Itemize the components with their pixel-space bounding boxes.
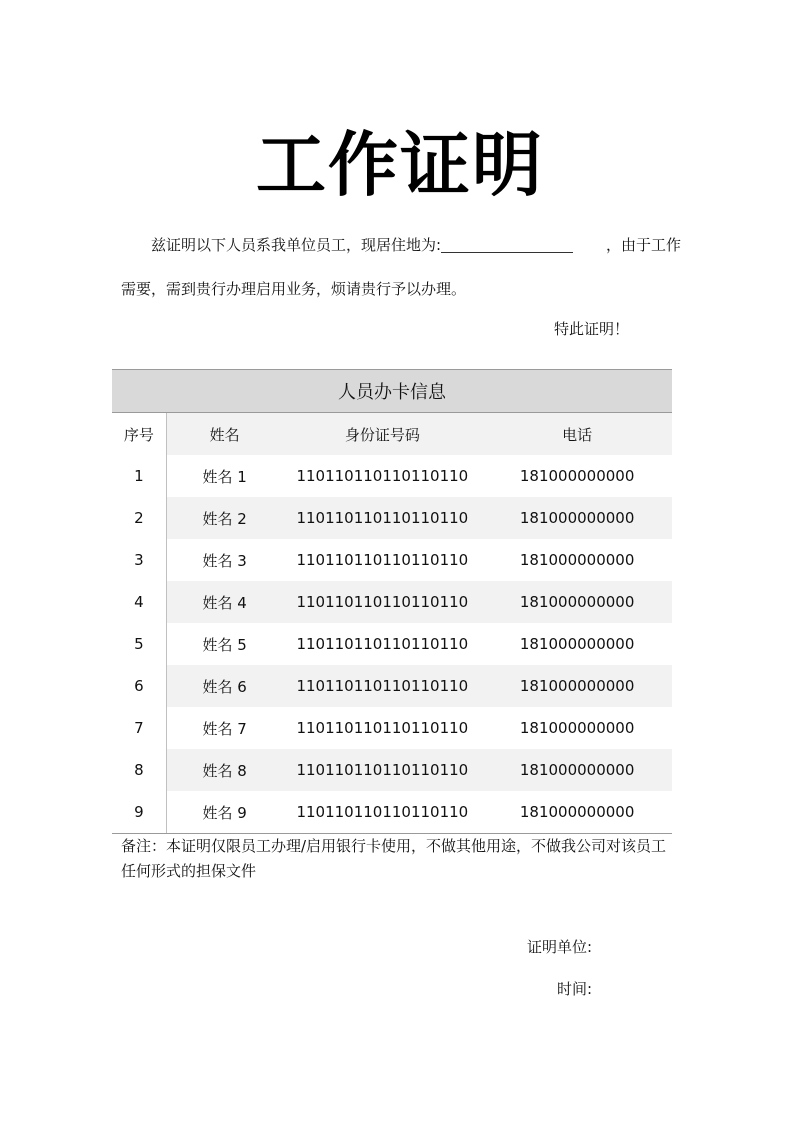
cell-phone: 181000000000	[482, 749, 672, 791]
address-blank-line	[441, 236, 573, 253]
header-phone: 电话	[482, 413, 672, 456]
header-id-number: 身份证号码	[282, 413, 482, 456]
cell-name: 姓名 4	[166, 581, 282, 623]
cell-phone: 181000000000	[519, 551, 635, 569]
table-row	[112, 497, 672, 539]
cell-phone: 181000000000	[519, 635, 635, 653]
footnote: 备注：本证明仅限员工办理/启用银行卡使用，不做其他用途，不做我公司对该员工任何形式的担保文件	[121, 837, 667, 880]
card-info-table	[112, 369, 672, 834]
cell-id-number: 110110110110110110	[296, 467, 469, 485]
table-row	[112, 707, 672, 749]
cell-index: 7	[112, 707, 166, 749]
header-index: 序号	[112, 413, 166, 456]
table-caption: 人员办卡信息	[112, 370, 672, 413]
cell-index: 1	[112, 455, 166, 497]
paragraph-1-suffix: ，由于工作	[605, 236, 681, 254]
cell-id-number: 110110110110110110	[282, 749, 482, 791]
cell-name: 姓名 1	[202, 467, 247, 486]
cell-index: 3	[112, 539, 166, 581]
cell-phone: 181000000000	[482, 581, 672, 623]
cell-index: 8	[112, 749, 166, 791]
certificate-paragraph-2: 需要，需到贵行办理启用业务，烦请贵行予以办理。	[121, 280, 467, 298]
table-row	[112, 791, 672, 834]
cell-phone: 181000000000	[519, 467, 635, 485]
table-row	[112, 623, 672, 665]
certifying-unit-label: 证明单位:	[526, 938, 592, 956]
cell-index: 4	[112, 581, 166, 623]
cell-id-number: 110110110110110110	[296, 719, 469, 737]
closing-remark: 特此证明！	[553, 320, 629, 338]
cell-phone: 181000000000	[519, 719, 635, 737]
cell-name: 姓名 8	[166, 749, 282, 791]
table-row	[112, 455, 672, 497]
table-header-row	[112, 413, 672, 456]
cell-id-number: 110110110110110110	[282, 791, 482, 834]
header-name: 姓名	[166, 413, 282, 456]
cell-name: 姓名 7	[202, 719, 247, 738]
cell-id-number: 110110110110110110	[282, 665, 482, 707]
cell-index: 5	[112, 623, 166, 665]
paragraph-1-prefix: 兹证明以下人员系我单位员工，现居住地为:	[151, 236, 442, 254]
cell-name: 姓名 9	[166, 791, 282, 834]
table-caption-row	[112, 370, 672, 413]
table-row	[112, 665, 672, 707]
cell-index: 2	[112, 497, 166, 539]
cell-name: 姓名 5	[202, 635, 247, 654]
cell-id-number: 110110110110110110	[282, 497, 482, 539]
cell-name: 姓名 6	[166, 665, 282, 707]
cell-index: 6	[112, 665, 166, 707]
cell-name: 姓名 2	[166, 497, 282, 539]
cell-id-number: 110110110110110110	[296, 635, 469, 653]
document-title: 工作证明	[256, 124, 544, 206]
cell-index: 9	[112, 791, 166, 834]
certificate-paragraph-1	[121, 234, 681, 256]
cell-phone: 181000000000	[482, 791, 672, 834]
table-row	[112, 749, 672, 791]
cell-id-number: 110110110110110110	[296, 551, 469, 569]
cell-id-number: 110110110110110110	[282, 581, 482, 623]
date-label: 时间:	[556, 980, 592, 998]
table-row	[112, 581, 672, 623]
cell-name: 姓名 3	[202, 551, 247, 570]
table-row	[112, 539, 672, 581]
cell-phone: 181000000000	[482, 497, 672, 539]
cell-phone: 181000000000	[482, 665, 672, 707]
